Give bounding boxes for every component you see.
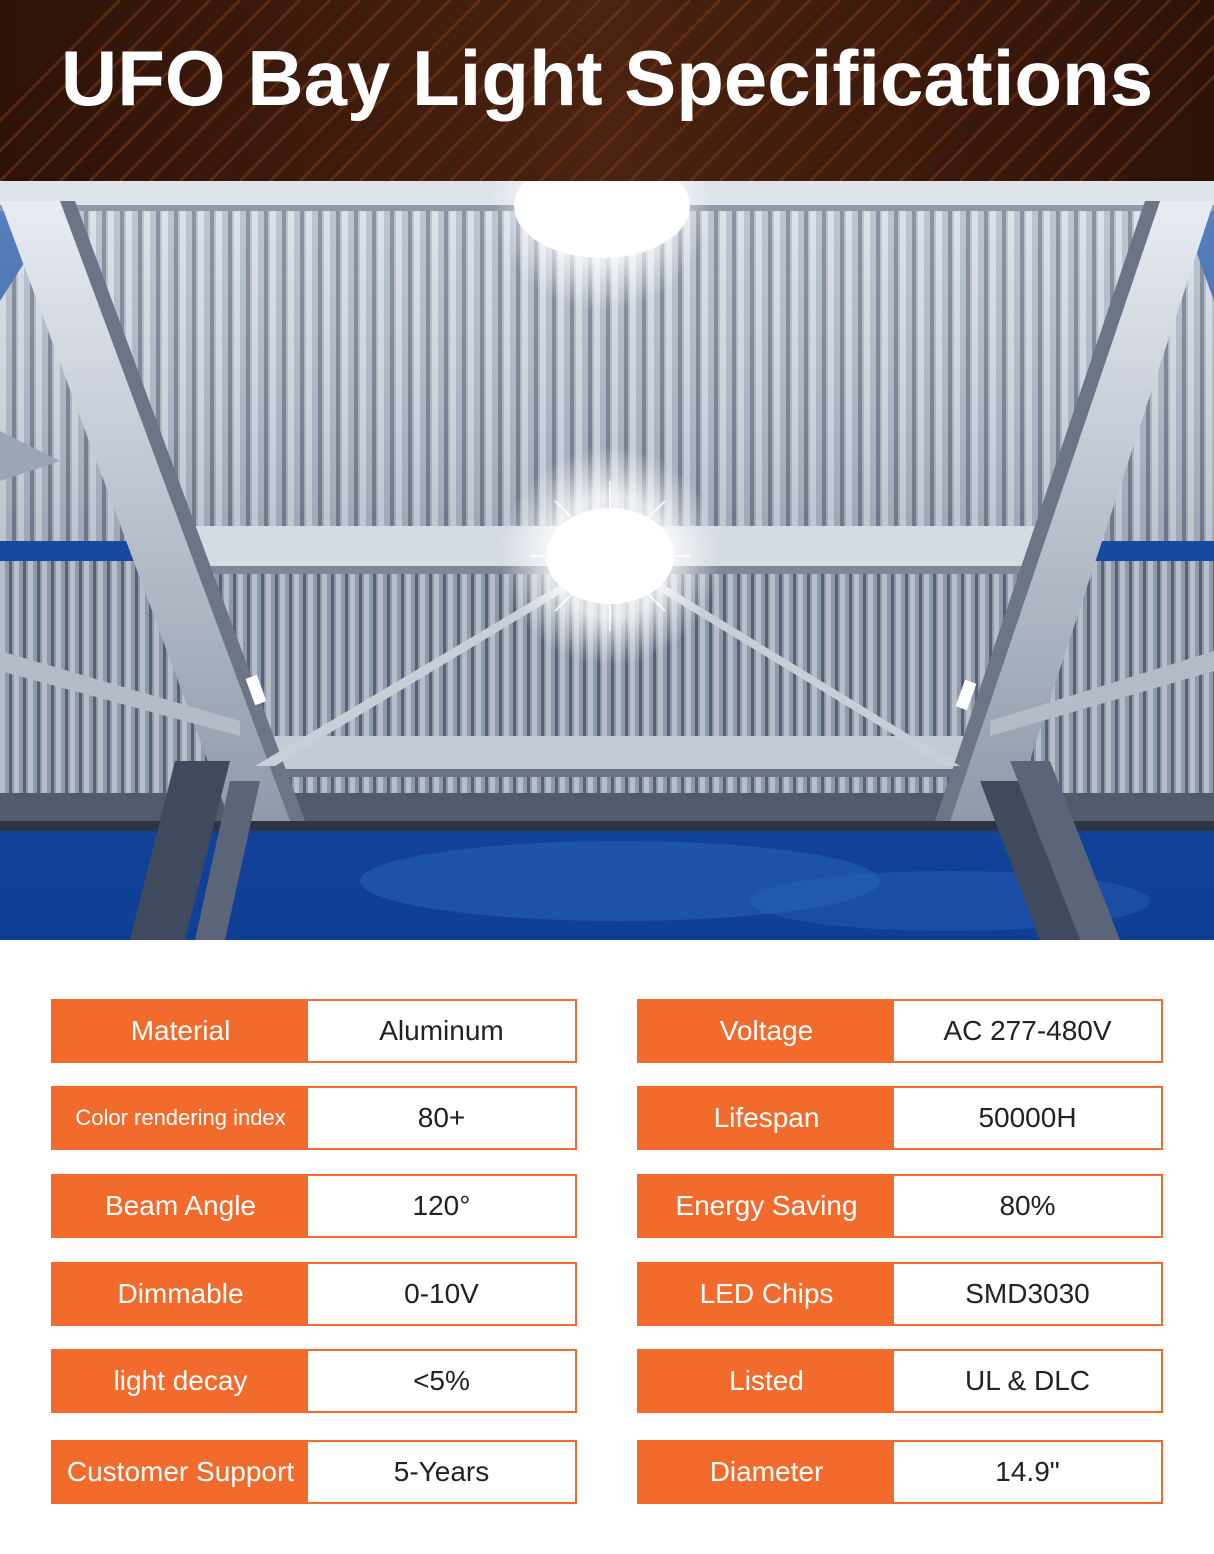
spec-label: LED Chips [639, 1264, 894, 1324]
spec-value: SMD3030 [894, 1264, 1161, 1324]
spec-value: 80+ [308, 1088, 575, 1148]
spec-label: Customer Support [53, 1442, 308, 1502]
spec-value: Aluminum [308, 1001, 575, 1061]
spec-row-led-chips [637, 1262, 1163, 1326]
page-title: UFO Bay Light Specifications [60, 34, 1154, 122]
product-photo [0, 181, 1214, 940]
spec-label: Voltage [639, 1001, 894, 1061]
spec-value: 80% [894, 1176, 1161, 1236]
spec-value: UL & DLC [894, 1351, 1161, 1411]
spec-value: 14.9" [894, 1442, 1161, 1502]
spec-label: light decay [53, 1351, 308, 1411]
spec-row-lifespan [637, 1086, 1163, 1150]
spec-label: Lifespan [639, 1088, 894, 1148]
spec-row-listed [637, 1349, 1163, 1413]
spec-value: 50000H [894, 1088, 1161, 1148]
spec-row-energy-saving [637, 1174, 1163, 1238]
ceiling-illustration [0, 181, 1214, 940]
spec-label: Listed [639, 1351, 894, 1411]
spec-row-diameter [637, 1440, 1163, 1504]
spec-row-dimmable [51, 1262, 577, 1326]
spec-label: Beam Angle [53, 1176, 308, 1236]
spec-row-material [51, 999, 577, 1063]
spec-value: 120° [308, 1176, 575, 1236]
spec-row-customer-support [51, 1440, 577, 1504]
spec-value: <5% [308, 1351, 575, 1411]
spec-label: Color rendering index [53, 1088, 308, 1148]
spec-row-voltage [637, 999, 1163, 1063]
spec-value: AC 277-480V [894, 1001, 1161, 1061]
spec-label: Dimmable [53, 1264, 308, 1324]
spec-label: Diameter [639, 1442, 894, 1502]
spec-label: Material [53, 1001, 308, 1061]
spec-label: Energy Saving [639, 1176, 894, 1236]
spec-table [0, 940, 1214, 1554]
spec-row-beam-angle [51, 1174, 577, 1238]
spec-value: 5-Years [308, 1442, 575, 1502]
spec-row-color-rendering-index [51, 1086, 577, 1150]
spec-value: 0-10V [308, 1264, 575, 1324]
spec-row-light-decay [51, 1349, 577, 1413]
header-banner [0, 0, 1214, 181]
